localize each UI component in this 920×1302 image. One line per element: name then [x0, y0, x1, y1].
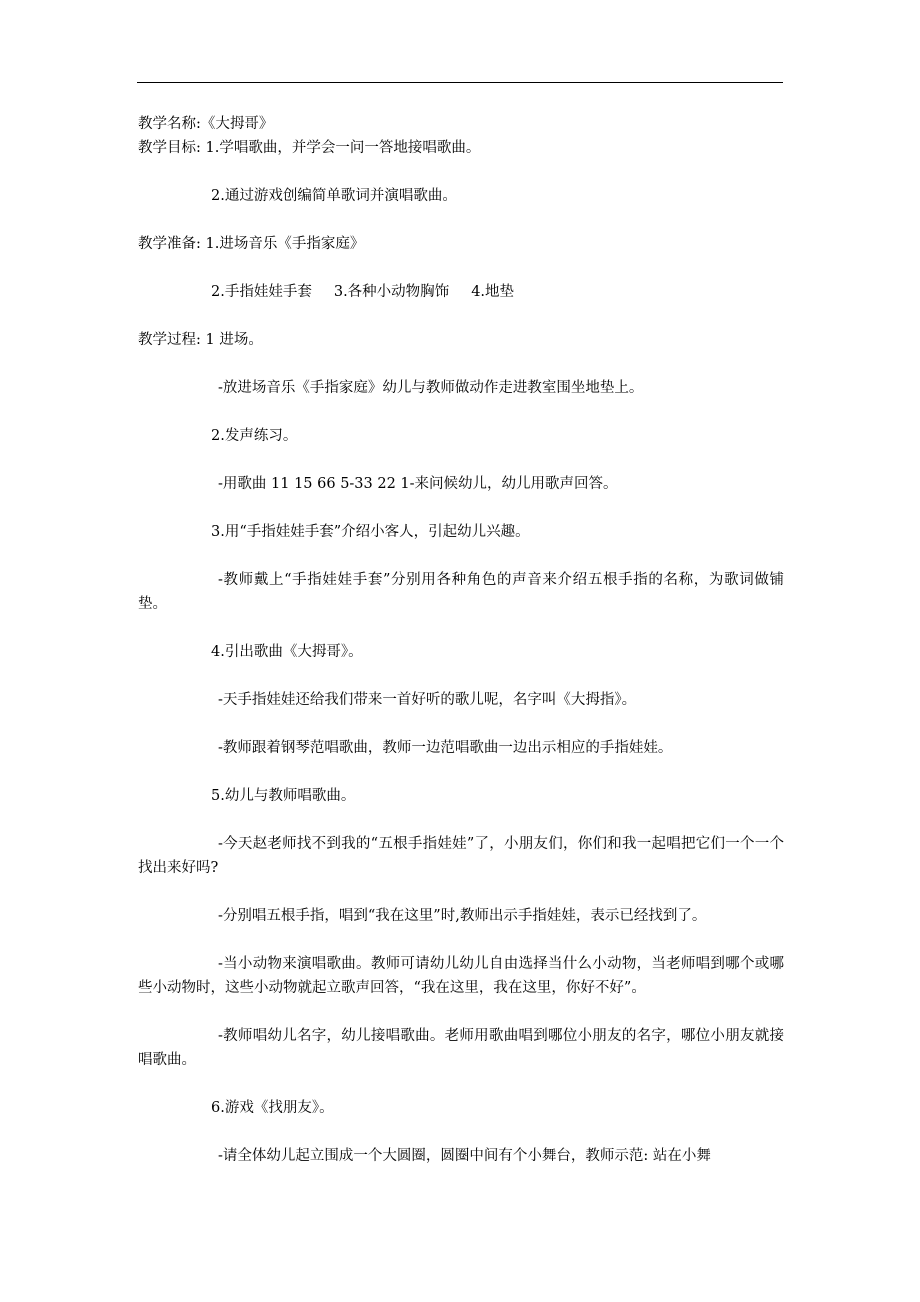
line-s2: 2.发声练习。 [211, 428, 298, 444]
line-goal: 教学目标: 1.学唱歌曲，并学会一问一答地接唱歌曲。 [138, 140, 481, 156]
line-goal2: 2.通过游戏创编简单歌词并演唱歌曲。 [211, 188, 457, 204]
document-body [138, 112, 784, 1168]
line-p7: -分别唱五根手指，唱到“我在这里”时,教师出示手指娃娃，表示已经找到了。 [218, 908, 707, 924]
line-p1: -放进场音乐《手指家庭》幼儿与教师做动作走进教室围坐地垫上。 [218, 380, 644, 396]
line-s4: 4.引出歌曲《大拇哥》。 [211, 644, 363, 660]
line-p10: -请全体幼儿起立围成一个大圆圈，圆圈中间有个小舞台，教师示范: 站在小舞 [218, 1148, 711, 1164]
line-p5: -教师跟着钢琴范唱歌曲，教师一边范唱歌曲一边出示相应的手指娃娃。 [218, 740, 673, 756]
line-prep: 教学准备: 1.进场音乐《手指家庭》 [138, 236, 365, 252]
line-proc: 教学过程: 1 进场。 [138, 332, 263, 348]
line-p9: -教师唱幼儿名字，幼儿接唱歌曲。老师用歌曲唱到哪位小朋友的名字，哪位小朋友就接唱歌曲。 [138, 1028, 784, 1068]
prep-item-3: 3.各种小动物胸饰 [333, 284, 450, 300]
line-p8: -当小动物来演唱歌曲。教师可请幼儿幼儿自由选择当什么小动物，当老师唱到哪个或哪些小动物时，这些小动物就起立歌声回答，“我在这里，我在这里，你好不好”。 [138, 956, 784, 996]
line-s5: 5.幼儿与教师唱歌曲。 [211, 788, 356, 804]
line-s6: 6.游戏《找朋友》。 [211, 1100, 334, 1116]
line-p3: -教师戴上“手指娃娃手套”分别用各种角色的声音来介绍五根手指的名称，为歌词做铺垫。 [138, 572, 784, 612]
line-prep2 [138, 280, 784, 304]
prep-item-2: 2.手指娃娃手套 [211, 284, 312, 300]
prep-item-4: 4.地垫 [471, 284, 515, 300]
line-p4: -天手指娃娃还给我们带来一首好听的歌儿呢，名字叫《大拇指》。 [218, 692, 637, 708]
line-p6: -今天赵老师找不到我的“五根手指娃娃”了，小朋友们，你们和我一起唱把它们一个一个找出来好吗? [138, 836, 784, 876]
line-title: 教学名称:《大拇哥》 [138, 116, 274, 132]
line-p2: -用歌曲 11 15 66 5-33 22 1-来问候幼儿，幼儿用歌声回答。 [218, 476, 618, 492]
header-rule [137, 82, 783, 83]
line-s3: 3.用“手指娃娃手套”介绍小客人，引起幼儿兴趣。 [211, 524, 530, 540]
